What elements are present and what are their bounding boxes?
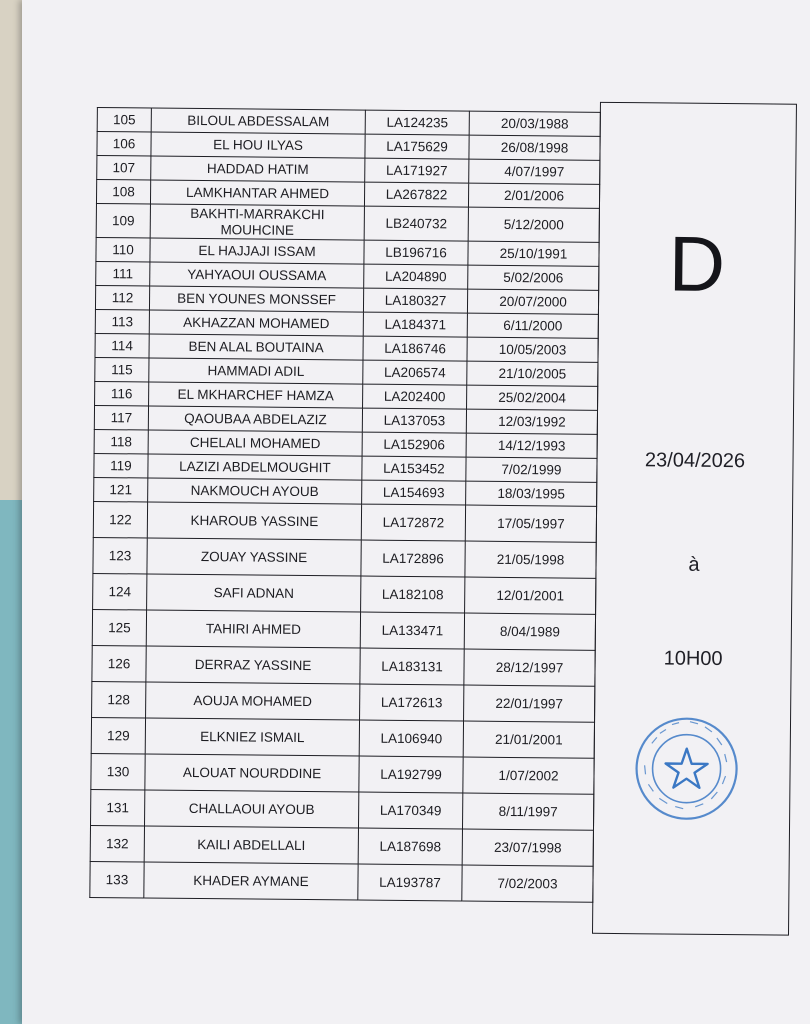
- row-number: 133: [90, 861, 144, 898]
- birth-date: 8/04/1989: [464, 613, 595, 650]
- birth-date: 25/02/2004: [467, 385, 598, 410]
- row-number: 106: [97, 132, 151, 157]
- candidate-id: LA172872: [361, 504, 465, 541]
- birth-date: 23/07/1998: [462, 829, 593, 866]
- candidate-name: NAKMOUCH AYOUB: [148, 478, 362, 504]
- row-number: 116: [95, 381, 149, 406]
- candidate-id: LA192799: [359, 756, 463, 793]
- table-row: [91, 789, 594, 830]
- candidate-table: [89, 107, 601, 903]
- at-label: à: [688, 553, 700, 576]
- official-stamp: [631, 713, 742, 824]
- candidate-name: CHALLAOUI AYOUB: [145, 790, 359, 828]
- candidate-id: LA204890: [364, 264, 468, 289]
- candidate-id: LB196716: [364, 240, 468, 265]
- row-number: 124: [93, 573, 147, 610]
- candidate-id: LA206574: [363, 360, 467, 385]
- candidate-name: HADDAD HATIM: [151, 156, 365, 182]
- row-number: 112: [95, 285, 149, 310]
- exam-time: 10H00: [663, 647, 723, 671]
- birth-date: 7/02/1999: [466, 457, 597, 482]
- candidate-name: KHAROUB YASSINE: [147, 502, 361, 540]
- candidate-name: AOUJA MOHAMED: [146, 682, 360, 720]
- row-number: 129: [91, 717, 145, 754]
- birth-date: 18/03/1995: [466, 481, 597, 506]
- candidate-name: QAOUBAA ABDELAZIZ: [148, 406, 362, 432]
- row-number: 114: [95, 333, 149, 358]
- birth-date: 21/10/2005: [467, 361, 598, 386]
- candidate-name: BEN ALAL BOUTAINA: [149, 334, 363, 360]
- candidate-id: LA172613: [360, 684, 464, 721]
- candidate-name: LAMKHANTAR AHMED: [150, 180, 364, 206]
- row-number: 108: [96, 180, 150, 205]
- candidate-id: LA172896: [361, 540, 465, 577]
- birth-date: 28/12/1997: [464, 649, 595, 686]
- table-row: [91, 717, 594, 758]
- candidate-id: LA184371: [363, 312, 467, 337]
- candidate-name: EL MKHARCHEF HAMZA: [149, 382, 363, 408]
- exam-info-panel: [592, 102, 797, 936]
- table-row: [90, 861, 593, 902]
- candidate-id: LA183131: [360, 648, 464, 685]
- birth-date: 21/05/1998: [465, 541, 596, 578]
- birth-date: 17/05/1997: [465, 505, 596, 542]
- table-row: [92, 609, 595, 650]
- table-row: [93, 501, 596, 542]
- table-row: [90, 825, 593, 866]
- candidate-name: EL HOU ILYAS: [151, 132, 365, 158]
- table-row: [93, 573, 596, 614]
- birth-date: 21/01/2001: [463, 721, 594, 758]
- row-number: 122: [93, 501, 147, 538]
- candidate-id: LA193787: [358, 864, 462, 901]
- posted-sheet: [22, 0, 810, 1024]
- candidate-name: BILOUL ABDESSALAM: [151, 108, 365, 134]
- row-number: 130: [91, 753, 145, 790]
- candidate-id: LB240732: [364, 206, 468, 241]
- candidate-name: HAMMADI ADIL: [149, 358, 363, 384]
- table-row: [92, 645, 595, 686]
- candidate-name: SAFI ADNAN: [147, 574, 361, 612]
- candidate-name: LAZIZI ABDELMOUGHIT: [148, 454, 362, 480]
- row-number: 110: [96, 237, 150, 262]
- candidate-id: LA153452: [362, 456, 466, 481]
- candidate-name: ALOUAT NOURDDINE: [145, 754, 359, 792]
- candidate-name: TAHIRI AHMED: [146, 610, 360, 648]
- birth-date: 10/05/2003: [467, 337, 598, 362]
- row-number: 119: [94, 453, 148, 478]
- row-number: 105: [97, 108, 151, 133]
- birth-date: 7/02/2003: [462, 865, 593, 902]
- candidate-id: LA170349: [358, 792, 462, 829]
- candidate-name: EL HAJJAJI ISSAM: [150, 238, 364, 264]
- candidate-id: LA175629: [365, 134, 469, 159]
- row-number: 131: [91, 789, 145, 826]
- birth-date: 4/07/1997: [469, 159, 600, 184]
- birth-date: 1/07/2002: [463, 757, 594, 794]
- row-number: 125: [92, 609, 146, 646]
- row-number: 121: [94, 477, 148, 502]
- candidate-name: AKHAZZAN MOHAMED: [149, 310, 363, 336]
- candidate-id: LA152906: [362, 432, 466, 457]
- birth-date: 26/08/1998: [469, 135, 600, 160]
- candidate-name: BAKHTI-MARRAKCHI MOUHCINE: [150, 204, 364, 240]
- candidate-name: DERRAZ YASSINE: [146, 646, 360, 684]
- candidate-table-body: [90, 108, 601, 903]
- candidate-id: LA106940: [359, 720, 463, 757]
- candidate-name: BEN YOUNES MONSSEF: [149, 286, 363, 312]
- row-number: 107: [97, 156, 151, 181]
- birth-date: 8/11/1997: [462, 793, 593, 830]
- row-number: 117: [94, 405, 148, 430]
- star-icon: [665, 748, 707, 787]
- birth-date: 20/07/2000: [467, 289, 598, 314]
- table-row: [92, 681, 595, 722]
- candidate-id: LA202400: [363, 384, 467, 409]
- candidate-id: LA154693: [362, 480, 466, 505]
- group-letter: D: [668, 219, 726, 309]
- row-number: 118: [94, 429, 148, 454]
- candidate-name: YAHYAOUI OUSSAMA: [150, 262, 364, 288]
- table-row: [96, 203, 599, 242]
- row-number: 123: [93, 537, 147, 574]
- row-number: 128: [92, 681, 146, 718]
- birth-date: 2/01/2006: [468, 183, 599, 208]
- candidate-id: LA171927: [365, 158, 469, 183]
- candidate-id: LA124235: [365, 110, 469, 135]
- birth-date: 12/03/1992: [466, 409, 597, 434]
- candidate-id: LA180327: [363, 288, 467, 313]
- row-number: 126: [92, 645, 146, 682]
- birth-date: 5/02/2006: [468, 265, 599, 290]
- row-number: 132: [90, 825, 144, 862]
- candidate-name: ELKNIEZ ISMAIL: [145, 718, 359, 756]
- exam-date: 23/04/2026: [644, 449, 746, 473]
- birth-date: 5/12/2000: [468, 207, 599, 242]
- birth-date: 25/10/1991: [468, 241, 599, 266]
- candidate-name: ZOUAY YASSINE: [147, 538, 361, 576]
- row-number: 109: [96, 203, 150, 238]
- candidate-id: LA137053: [362, 408, 466, 433]
- table-row: [91, 753, 594, 794]
- candidate-id: LA182108: [361, 576, 465, 613]
- candidate-name: KHADER AYMANE: [144, 862, 358, 900]
- birth-date: 6/11/2000: [467, 313, 598, 338]
- row-number: 115: [95, 357, 149, 382]
- candidate-name: KAILI ABDELLALI: [144, 826, 358, 864]
- candidate-id: LA187698: [358, 828, 462, 865]
- candidate-id: LA267822: [364, 182, 468, 207]
- candidate-id: LA186746: [363, 336, 467, 361]
- row-number: 111: [96, 261, 150, 286]
- birth-date: 12/01/2001: [465, 577, 596, 614]
- candidate-name: CHELALI MOHAMED: [148, 430, 362, 456]
- birth-date: 14/12/1993: [466, 433, 597, 458]
- candidate-id: LA133471: [360, 612, 464, 649]
- birth-date: 20/03/1988: [469, 111, 600, 136]
- table-row: [93, 537, 596, 578]
- row-number: 113: [95, 309, 149, 334]
- birth-date: 22/01/1997: [464, 685, 595, 722]
- sheet-content: [89, 97, 805, 934]
